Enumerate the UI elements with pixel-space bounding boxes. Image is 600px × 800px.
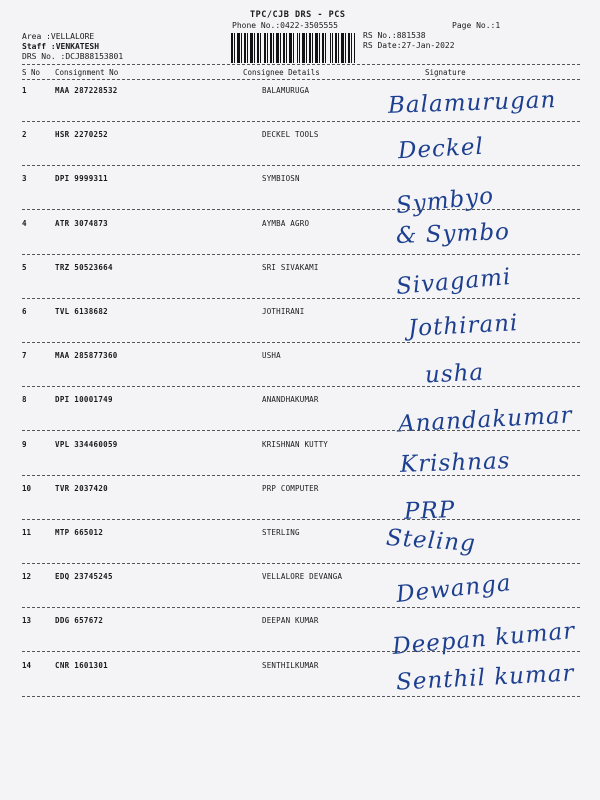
row-divider	[22, 165, 580, 166]
row-divider	[22, 254, 580, 255]
row-consignee: SENTHILKUMAR	[262, 660, 319, 670]
row-signature: usha	[424, 359, 485, 389]
row-sno: 10	[22, 483, 32, 493]
row-consignment-no: VPL 334460059	[55, 439, 118, 449]
table-row	[0, 130, 600, 170]
row-consignment-no: TVR 2037420	[55, 483, 108, 493]
table-row	[0, 86, 600, 126]
phone-number: Phone No.:0422-3505555	[232, 21, 338, 30]
area-field: Area :VELLALORE	[22, 32, 95, 41]
row-consignee: DEEPAN KUMAR	[262, 616, 319, 626]
table-row	[0, 307, 600, 347]
row-consignee: SRI SIVAKAMI	[262, 262, 319, 272]
row-divider	[22, 209, 580, 210]
drs-number: DRS No. :DCJB88153801	[22, 52, 124, 61]
row-signature: Symbyo	[394, 183, 496, 220]
row-sno: 9	[22, 439, 27, 449]
row-sno: 4	[22, 218, 27, 228]
column-signature: Signature	[425, 68, 466, 77]
table-row	[0, 219, 600, 259]
row-consignee: DECKEL TOOLS	[262, 130, 319, 140]
row-divider	[22, 607, 580, 608]
row-sno: 3	[22, 174, 27, 184]
row-consignment-no: TVL 6138682	[55, 307, 108, 316]
row-sno: 14	[22, 660, 32, 670]
row-consignee: SYMBIOSN	[262, 174, 300, 184]
row-sno: 5	[22, 262, 27, 272]
row-signature: & Symbo	[395, 218, 511, 249]
row-consignment-no: DDG 657672	[55, 616, 104, 626]
table-row	[0, 661, 600, 701]
row-signature: Balamurugan	[387, 87, 557, 119]
table-row	[0, 524, 600, 568]
row-consignment-no: HSR 2270252	[55, 130, 108, 140]
row-consignee: STERLING	[262, 528, 300, 537]
row-signature: Steling	[385, 524, 477, 558]
table-row	[0, 263, 600, 303]
row-divider	[22, 651, 580, 652]
barcode-image	[231, 33, 355, 63]
row-consignment-no: TRZ 50523664	[55, 262, 113, 272]
row-consignee: USHA	[262, 351, 281, 361]
row-signature: Krishnas	[399, 447, 511, 478]
row-signature: Deepan kumar	[391, 618, 577, 661]
table-row	[0, 572, 600, 612]
rs-date: RS Date:27-Jan-2022	[363, 41, 455, 50]
staff-field: Staff :VENKATESH	[22, 42, 100, 51]
table-row	[0, 484, 600, 524]
row-consignment-no: EDQ 23745245	[55, 572, 113, 582]
table-row	[0, 616, 600, 661]
row-sno: 13	[22, 616, 32, 626]
table-row	[0, 174, 600, 220]
row-divider	[22, 121, 580, 122]
row-signature: Senthil kumar	[395, 659, 576, 696]
row-sno: 8	[22, 395, 27, 405]
row-signature: Deckel	[397, 133, 485, 165]
row-sno: 1	[22, 86, 27, 95]
row-consignee: AYMBA AGRO	[262, 218, 310, 228]
row-divider	[22, 563, 580, 564]
row-consignee: KRISHNAN KUTTY	[262, 439, 329, 449]
column-consignee: Consignee Details	[243, 68, 320, 77]
row-consignee: PRP COMPUTER	[262, 483, 319, 493]
row-sno: 12	[22, 572, 32, 582]
row-divider	[22, 298, 580, 299]
row-consignment-no: CNR 1601301	[55, 660, 108, 670]
row-signature: Sivagami	[395, 263, 513, 300]
row-consignment-no: DPI 9999311	[55, 174, 108, 184]
row-consignment-no: ATR 3074873	[55, 218, 108, 228]
column-sno: S No	[22, 68, 41, 77]
row-consignee: VELLALORE DEVANGA	[262, 572, 343, 582]
table-row	[0, 395, 600, 438]
row-divider	[22, 342, 580, 343]
header-divider	[22, 64, 580, 65]
row-consignment-no: DPI 10001749	[55, 395, 113, 405]
row-sno: 11	[22, 528, 32, 537]
row-signature: Jothirani	[407, 310, 519, 342]
row-sno: 2	[22, 130, 27, 140]
row-consignment-no: MAA 285877360	[55, 351, 118, 361]
table-row	[0, 440, 600, 480]
row-signature: Dewanga	[394, 570, 513, 609]
column-divider	[22, 79, 580, 80]
row-sno: 6	[22, 307, 27, 316]
row-divider	[22, 475, 580, 476]
row-divider	[22, 430, 580, 431]
row-consignee: ANANDHAKUMAR	[262, 395, 319, 405]
sheet-title: TPC/CJB DRS - PCS	[250, 10, 346, 20]
row-consignee: BALAMURUGA	[262, 86, 310, 95]
row-consignee: JOTHIRANI	[262, 307, 305, 316]
row-consignment-no: MAA 287228532	[55, 86, 118, 95]
table-row	[0, 351, 600, 391]
row-divider	[22, 696, 580, 697]
page-number: Page No.:1	[452, 21, 501, 30]
row-divider	[22, 386, 580, 387]
rs-number: RS No.:881538	[363, 31, 426, 40]
row-divider	[22, 519, 580, 520]
column-consignment: Consignment No	[55, 68, 119, 77]
row-sno: 7	[22, 351, 27, 361]
row-signature: PRP	[403, 496, 456, 525]
row-consignment-no: MTP 665012	[55, 528, 104, 537]
row-signature: Anandakumar	[397, 402, 574, 438]
